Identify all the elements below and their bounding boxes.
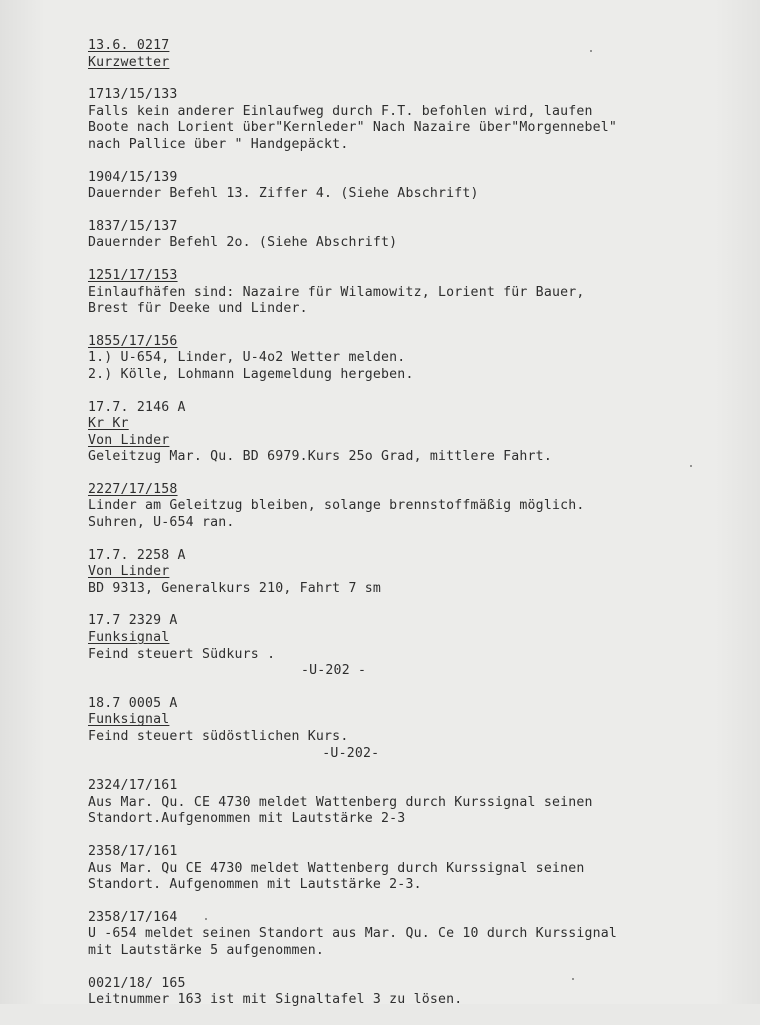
log-entry bbox=[88, 482, 738, 532]
entry-line: Suhren, U-654 ran. bbox=[88, 515, 235, 531]
entry-line: BD 9313, Generalkurs 210, Fahrt 7 sm bbox=[88, 580, 382, 596]
entry-header: 2358/17/161 bbox=[88, 843, 178, 859]
entry-line: Dauernder Befehl 13. Ziffer 4. (Siehe Abschrift) bbox=[88, 186, 479, 202]
signature-line: -U-202- bbox=[322, 745, 380, 761]
entry-line: Aus Mar. Qu. CE 4730 meldet Wattenberg durch Kurssignal seinen bbox=[88, 794, 593, 810]
log-entry bbox=[88, 400, 738, 466]
log-entry bbox=[88, 219, 738, 252]
entry-line: mit Lautstärke 5 aufgenommen. bbox=[88, 942, 325, 958]
log-entry bbox=[88, 87, 738, 153]
log-entry bbox=[88, 548, 738, 598]
log-entry bbox=[88, 910, 738, 960]
entry-header: 1713/15/133 bbox=[88, 87, 178, 103]
entry-header: 2227/17/158 bbox=[88, 481, 178, 497]
entry-header: 2324/17/161 bbox=[88, 778, 178, 794]
log-entry bbox=[88, 170, 738, 203]
speck bbox=[572, 978, 574, 980]
entry-header: 1855/17/156 bbox=[88, 333, 178, 349]
signature-line: -U-202 - bbox=[301, 663, 367, 679]
entry-line: Falls kein anderer Einlaufweg durch F.T. befohlen wird, laufen bbox=[88, 103, 593, 119]
entry-header: 17.7. 2258 A bbox=[88, 547, 186, 563]
entry-line: 1.) U-654, Linder, U-4o2 Wetter melden. bbox=[88, 350, 406, 366]
entry-line: Standort. Aufgenommen mit Lautstärke 2-3. bbox=[88, 877, 422, 893]
entry-line: Kr Kr bbox=[88, 416, 129, 432]
entry-line: Dauernder Befehl 2o. (Siehe Abschrift) bbox=[88, 235, 398, 251]
entry-header: 17.7 2329 A bbox=[88, 613, 178, 629]
entry-line: nach Pallice über " Handgepäckt. bbox=[88, 136, 349, 152]
entry-header: 2358/17/164 bbox=[88, 909, 178, 925]
log-entry bbox=[88, 696, 738, 762]
entry-line: Linder am Geleitzug bleiben, solange brennstoffmäßig möglich. bbox=[88, 498, 585, 514]
entry-line: Feind steuert Südkurs . bbox=[88, 646, 276, 662]
entry-line: U -654 meldet seinen Standort aus Mar. Qu. Ce 10 durch Kurssignal bbox=[88, 926, 618, 942]
entry-header: 17.7. 2146 A bbox=[88, 399, 186, 415]
log-entry bbox=[88, 613, 738, 679]
log-entry bbox=[88, 778, 738, 828]
log-entry bbox=[88, 334, 738, 384]
entry-header: 1904/15/139 bbox=[88, 169, 178, 185]
speck bbox=[205, 918, 207, 920]
log-entry bbox=[88, 38, 738, 71]
log-entry bbox=[88, 268, 738, 318]
log-document bbox=[88, 38, 738, 1025]
entry-line: Leitnummer 163 ist mit Signaltafel 3 zu lösen. bbox=[88, 992, 463, 1008]
entry-line: Funksignal bbox=[88, 630, 170, 646]
entry-header: 1837/15/137 bbox=[88, 218, 178, 234]
entry-line: Feind steuert südöstlichen Kurs. bbox=[88, 729, 349, 744]
entry-line: Aus Mar. Qu CE 4730 meldet Wattenberg durch Kurssignal seinen bbox=[88, 860, 585, 876]
entry-line: Von Linder bbox=[88, 432, 170, 448]
log-entry bbox=[88, 844, 738, 894]
entry-line: Brest für Deeke und Linder. bbox=[88, 301, 308, 317]
entry-header: 1251/17/153 bbox=[88, 267, 178, 283]
speck bbox=[690, 465, 692, 467]
entry-line: Geleitzug Mar. Qu. BD 6979.Kurs 25o Grad, mittlere Fahrt. bbox=[88, 449, 552, 465]
entry-header: 0021/18/ 165 bbox=[88, 975, 186, 991]
entry-line: Von Linder bbox=[88, 564, 170, 580]
entry-line: Kurzwetter bbox=[88, 54, 170, 70]
entry-line: Boote nach Lorient über"Kernleder" Nach Nazaire über"Morgennebel" bbox=[88, 120, 618, 136]
entry-line: 2.) Kölle, Lohmann Lagemeldung hergeben. bbox=[88, 366, 414, 382]
entry-line: Funksignal bbox=[88, 712, 170, 728]
entry-header: 13.6. 0217 bbox=[88, 38, 170, 53]
entry-line: Einlaufhäfen sind: Nazaire für Wilamowitz, Lorient für Bauer, bbox=[88, 284, 585, 300]
speck bbox=[590, 50, 592, 52]
entry-line: Standort.Aufgenommen mit Lautstärke 2-3 bbox=[88, 811, 406, 827]
entry-header: 18.7 0005 A bbox=[88, 695, 178, 711]
